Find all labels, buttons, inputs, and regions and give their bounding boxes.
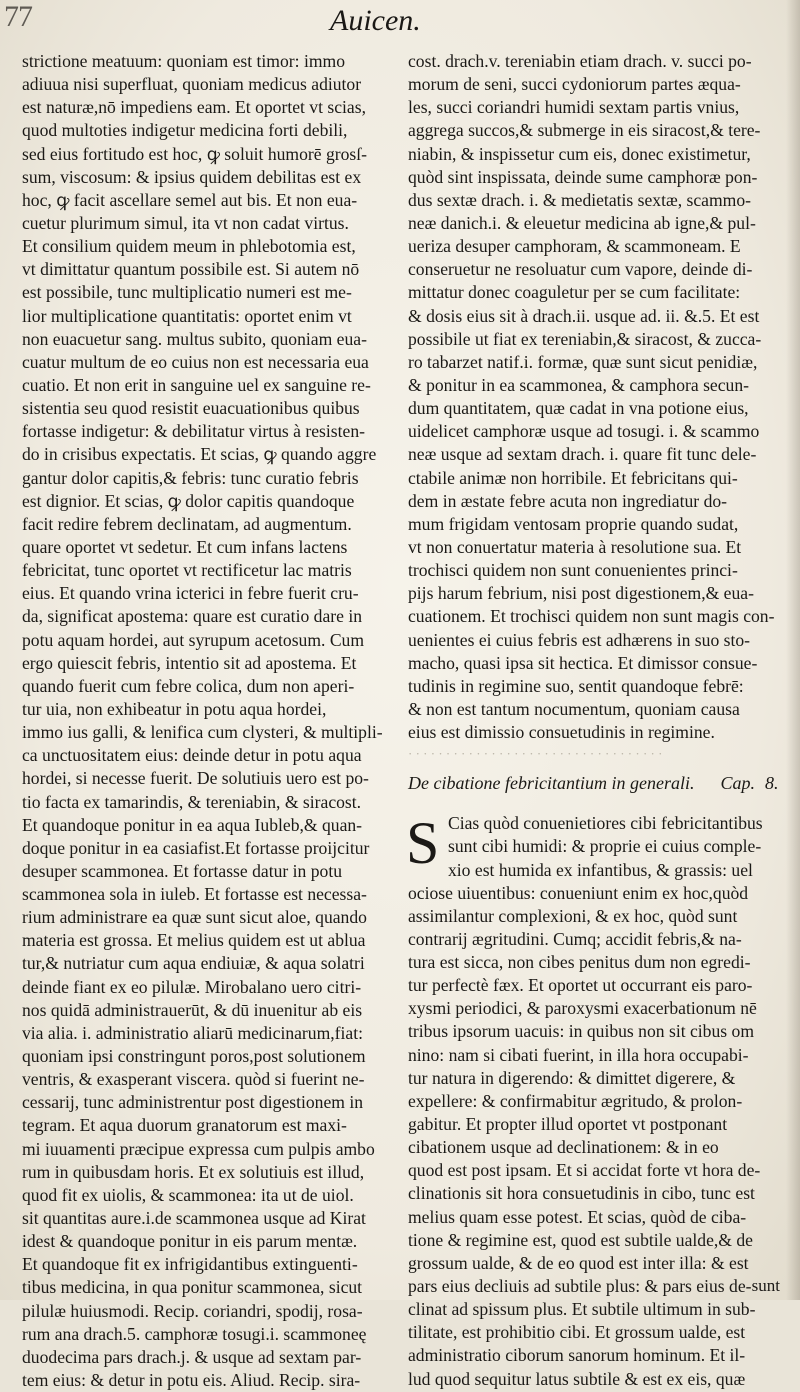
text-line: gantur dolor capitis,& febris: tunc curatio febris <box>22 467 359 488</box>
text-line: eius. Et quando vrina icterici in febre fuerit cru- <box>22 583 359 604</box>
chapter-heading <box>408 768 779 798</box>
text-line: potu aquam hordei, aut syrupum acetosum. Cum <box>22 629 365 650</box>
text-line: cuationem. Et trochisci quidem non sunt magis con- <box>408 606 775 627</box>
text-line: cuetur plurimum simul, ita vt non cadat virtus. <box>22 212 349 233</box>
text-line: da, significat apostema: quare est curatio dare in <box>22 606 363 627</box>
text-line: pars eius decliuis ad subtile plus: & pars eius de- <box>408 1276 752 1297</box>
text-line: possibile ut fiat ex tereniabin,& siracost, & zucca- <box>408 328 762 349</box>
text-line: & non est tantum nocumentum, quoniam causa <box>408 698 740 719</box>
text-line: deinde fiant ex eo pilulæ. Mirobalano uero citri- <box>22 976 362 997</box>
text-line: est dignior. Et scias, ꝙ dolor capitis quandoque <box>22 490 355 511</box>
text-line: hordei, si necesse fuerit. De solutiuis uero est po- <box>22 768 369 789</box>
text-line: nos quidā administrauerūt, & dū inuenitur ab eis <box>22 999 363 1020</box>
text-line: dem in æstate febre acuta non ingrediatur do- <box>408 490 728 511</box>
text-line: mittatur donec coaguletur per se cum facilitate: <box>408 282 741 303</box>
text-line: ro tabarzet natif.i. formæ, quæ sunt sicut penidiæ, <box>408 351 758 372</box>
page-edge-shadow <box>786 0 800 1300</box>
text-line: ctabile animæ non horribile. Et febricitans qui- <box>408 467 738 488</box>
page-number: 77 <box>4 0 32 33</box>
text-line: macho, quasi ipsa sit hectica. Et dimissor consue- <box>408 652 758 673</box>
text-line: tudinis in regimine suo, sentit quandoque febrē: <box>408 675 744 696</box>
text-line: clinat ad spissum plus. Et subtile ultimum in sub- <box>408 1299 756 1320</box>
text-line: Et quandoque ponitur in ea aqua Iubleb,& quan- <box>22 814 363 835</box>
text-line: vt dimittatur quantum possibile est. Si autem nō <box>22 259 360 280</box>
text-line: quod fit ex uiolis, & scammonea: ita ut de uiol. <box>22 1184 354 1205</box>
text-line: tur perfectè fæx. Et oportet ut occurrant eis paro- <box>408 975 753 996</box>
text-line: xysmi periodici, & paroxysmi exacerbationum nē <box>408 998 757 1019</box>
text-line: tur natura in digerendo: & dimittet digerere, & <box>408 1067 736 1088</box>
text-line: les, succi coriandri humidi sextam partis vnius, <box>408 97 740 118</box>
text-line: pijs harum febrium, nisi post digestionem,& eua- <box>408 583 754 604</box>
text-line: via alia. i. administratio aliarū medicinarum,fiat: <box>22 1022 364 1043</box>
text-line: fortasse indigetur: & debilitatur virtus à resisten- <box>22 421 365 442</box>
text-line: scammonea sola in iuleb. Et fortasse est necessa- <box>22 884 367 905</box>
text-line: tur uia, non exhibeatur in potu aqua hordei, <box>22 698 327 719</box>
text-line: & ponitur in ea scammonea, & camphora secun- <box>408 374 750 395</box>
text-line: duodecima pars drach.j. & usque ad sextam par- <box>22 1346 362 1367</box>
left-column <box>22 50 400 1392</box>
text-line: expellere: & confirmabitur ægritudo, & prolon- <box>408 1090 743 1111</box>
text-line: tio facta ex tamarindis, & tereniabin, & siracost. <box>22 791 362 812</box>
text-line: quando fuerit cum febre colica, dum non aperi- <box>22 675 355 696</box>
text-line: sum, viscosum: & ipsius quidem debilitas est ex <box>22 166 362 187</box>
text-line: sunt cibi humidi: & proprie ei cuius comple- <box>448 836 762 857</box>
text-line: uidelicet camphoræ usque ad tosugi. i. & scammo <box>408 421 760 442</box>
text-line: est possibile, tunc multiplicatio numeri est me- <box>22 282 352 303</box>
text-line: hoc, ꝙ facit ascellare semel aut bis. Et non eua- <box>22 189 358 210</box>
text-line: quod multoties indigetur medicina forti debili, <box>22 120 348 141</box>
text-line: nino: nam si cibati fuerint, in illa hora occupabi- <box>408 1044 749 1065</box>
text-line: sit quantitas aure.i.de scammonea usque ad Kirat <box>22 1208 366 1229</box>
text-line: ventris, & exasperant viscera. quòd si fuerint ne- <box>22 1069 365 1090</box>
text-line: immo ius galli, & lenifica cum clysteri, & multipli- <box>22 722 383 743</box>
text-line: administratio ciborum sanorum hominum. Et il- <box>408 1345 746 1366</box>
text-line: lior multiplicatione quantitatis: oportet enim vt <box>22 305 352 326</box>
text-line: mum frigidam ventosam proprie quando sudat, <box>408 513 739 534</box>
text-line: xio est humida ex infantibus, & grassis: uel <box>448 859 753 880</box>
text-line: conseruetur ne resoluatur cum vapore, deinde di- <box>408 259 753 280</box>
text-line: tibus medicina, in qua ponitur scammonea, sicut <box>22 1277 363 1298</box>
text-line: cost. drach.v. tereniabin etiam drach. v. succi po- <box>408 51 752 71</box>
text-line: tegram. Et aqua duorum granatorum est maxi- <box>22 1115 347 1136</box>
text-line: ca unctuositatem eius: deinde detur in potu aqua <box>22 745 362 766</box>
text-line: Cias quòd conuenietiores cibi febricitantibus <box>448 813 763 834</box>
text-line: Et quandoque fit ex infrigidantibus extinguenti- <box>22 1254 358 1275</box>
text-line: melius quam esse potest. Et scias, quòd de ciba- <box>408 1206 747 1227</box>
text-line: grossum ualde, & de eo quod est inter illa: & est <box>408 1252 749 1273</box>
text-line: eius est dimissio consuetudinis in regimine. <box>408 722 715 743</box>
text-line: tem eius: & detur in potu eis. Aliud. Recip. sira- <box>22 1370 361 1391</box>
text-line: neæ usque ad sextam drach. i. quare fit tunc dele- <box>408 444 757 465</box>
text-line: trochisci quidem non sunt conuenientes princi- <box>408 560 738 581</box>
chapter-label: Cap. <box>720 773 755 794</box>
text-line: quod est post ipsam. Et si accidat forte vt hora de- <box>408 1160 761 1181</box>
bleed-through-line: · · · · · · · · · · · · · · · · · · · · · · · · · · · · · · · · · · <box>408 746 663 762</box>
text-line: aggrega succos,& submerge in eis siracost,& tere- <box>408 120 761 141</box>
catchword: sunt <box>751 1276 780 1295</box>
text-line: quoniam ipsi constringunt poros,post solutionem <box>22 1046 366 1067</box>
text-line: tione & regimine est, quod est subtile ualde,& de <box>408 1229 753 1250</box>
text-line: dum quantitatem, quæ cadat in vna potione eius, <box>408 398 749 419</box>
text-line: pilulæ huiusmodi. Recip. coriandri, spodij, rosa- <box>22 1300 363 1321</box>
chapter-title: De cibatione febricitantium in generali. <box>408 773 695 794</box>
text-line: contrarij ægritudini. Cumq; accidit febris,& na- <box>408 928 742 949</box>
text-line: rium administrare ea quæ sunt sicut aloe, quando <box>22 907 367 928</box>
text-line: non euacuetur sang. multus subito, quoniam eua- <box>22 328 367 349</box>
text-line: quòd sint inspissata, deinde sume camphoræ pon- <box>408 166 758 187</box>
text-line: sistentia seu quod resistit euacuationibus quibus <box>22 398 360 419</box>
text-line: cessarij, tunc administrentur post digestionem in <box>22 1092 364 1113</box>
text-line: Et consilium quidem meum in phlebotomia est, <box>22 236 356 257</box>
text-line: doque ponitur in ea casiafist.Et fortasse proijcitur <box>22 837 370 858</box>
right-column <box>406 50 779 1391</box>
text-line: strictione meatuum: quoniam est timor: immo <box>22 51 345 71</box>
text-line: est naturæ,nō impediens eam. Et oportet vt scias, <box>22 97 366 118</box>
text-line: morum de seni, succi cydoniorum partes æqua- <box>408 74 741 95</box>
text-line: lud quod sequitur latus subtile & est ex eis, quæ <box>408 1368 746 1389</box>
chapter-number: 8. <box>764 773 779 794</box>
text-line: adiuua nisi superfluat, quoniam medicus adiutor <box>22 74 362 95</box>
text-line: quare oportet vt sedetur. Et cum infans lactens <box>22 536 348 557</box>
text-line: idest & quandoque ponitur in eis parum mentæ. <box>22 1231 358 1252</box>
text-line: & dosis eius sit à drach.ii. usque ad. ii. &.5. Et est <box>408 305 760 326</box>
running-head: Auicen. <box>330 4 421 37</box>
text-line: mi iuuamenti præcipue expressa cum pulpis ambo <box>22 1138 375 1159</box>
text-line: sed eius fortitudo est hoc, ꝙ soluit humorē grosſ- <box>22 143 368 164</box>
text-line: cuatio. Et non erit in sanguine uel ex sanguine re- <box>22 374 371 395</box>
text-line: ociose uiuentibus: conueniunt enim ex hoc,quòd <box>408 882 749 903</box>
text-line: cuatur multum de eo cuius non est necessaria eua <box>22 351 369 372</box>
drop-cap: S <box>406 810 440 877</box>
chapter-paragraph <box>408 812 776 1391</box>
text-line: rum ana drach.5. camphoræ tosugi.i. scammoneę <box>22 1323 367 1344</box>
right-column-body <box>408 50 776 744</box>
text-line: rum in quibusdam horis. Et ex solutiuis est illud, <box>22 1161 365 1182</box>
text-line: uenientes ei cuius febris est adhærens in suo sto- <box>408 629 751 650</box>
text-line: do in crisibus expectatis. Et scias, ꝙ quando aggre <box>22 444 377 465</box>
text-line: tilitate, est prohibitio cibi. Et grossum ualde, est <box>408 1322 746 1343</box>
text-line: vt non conuertatur materia à resolutione sua. Et <box>408 536 742 557</box>
text-line: materia est grossa. Et melius quidem est ut ablua <box>22 930 366 951</box>
text-line: ueriza desuper camphoram, & scammoneam. E <box>408 236 741 257</box>
text-line: cibationem usque ad declinationem: & in eo <box>408 1137 719 1158</box>
text-line: gabitur. Et propter illud oportet vt postponant <box>408 1114 728 1135</box>
text-line: neæ danich.i. & eleuetur medicina ab igne,& pul- <box>408 212 756 233</box>
text-line: facit redire febrem declinatam, ad augmentum. <box>22 513 352 534</box>
text-line: ergo quiescit febris, intentio sit ad apostema. Et <box>22 652 357 673</box>
text-line: clinationis sit hora consuetudinis in cibo, tunc est <box>408 1183 755 1204</box>
text-line: desuper scammonea. Et fortasse datur in potu <box>22 860 343 881</box>
text-line: tura est sicca, non cibes penitus dum non egredi- <box>408 952 751 973</box>
text-line: tur,& nutriatur cum aqua endiuiæ, & aqua solatri <box>22 953 365 974</box>
text-line: assimilantur complexioni, & ex hoc, quòd sunt <box>408 905 738 926</box>
text-line: niabin, & inspissetur cum eis, donec existimetur, <box>408 143 751 164</box>
text-line: dus sextæ drach. i. & medietatis sextæ, scammo- <box>408 189 752 210</box>
text-line: tribus ipsorum uacuis: in quibus non sit cibus om <box>408 1021 755 1042</box>
text-line: febricitat, tunc oportet vt rectificetur lac matris <box>22 560 352 581</box>
